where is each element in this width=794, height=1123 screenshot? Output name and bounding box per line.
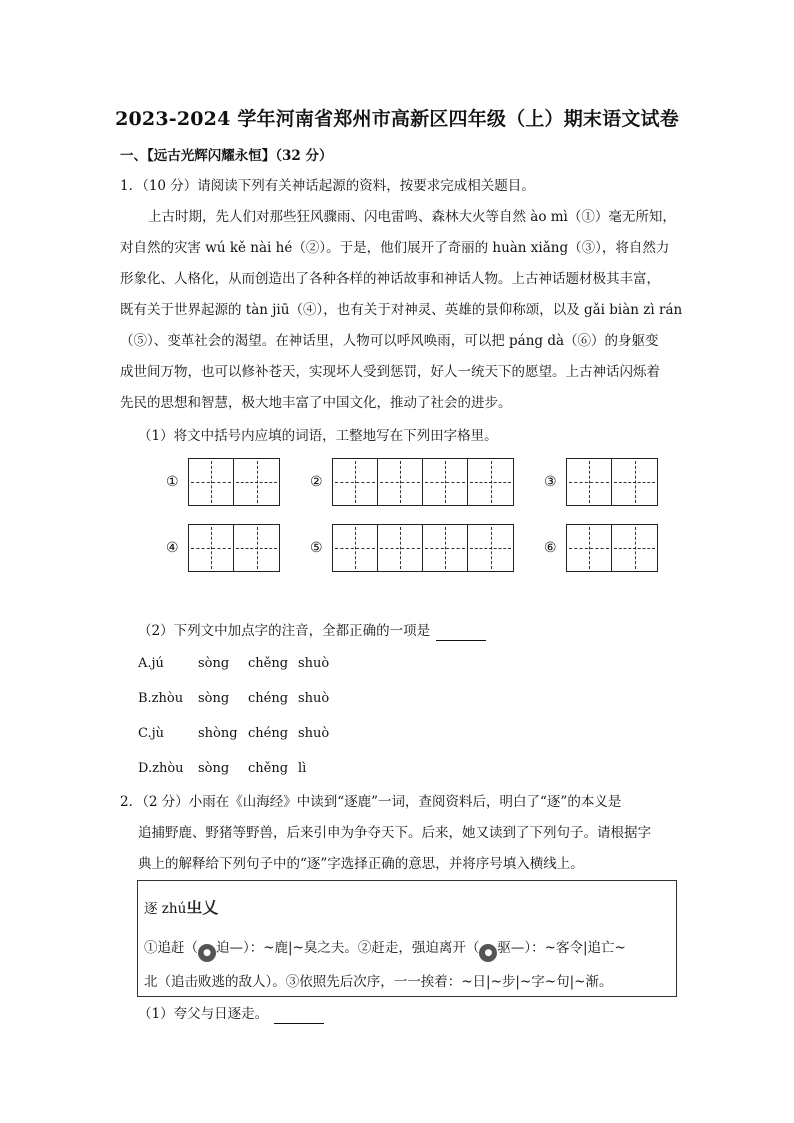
option-b[interactable] — [138, 691, 329, 706]
option-text: chěng — [248, 656, 289, 671]
dict-line-2: 北（追击败逃的敌人）。③依照先后次序，一一挨着：~日|~步|~字~句|~渐。 — [144, 974, 613, 990]
option-text: sòng — [198, 656, 230, 671]
answer-blank[interactable] — [274, 1010, 324, 1024]
tianzige-box[interactable] — [566, 458, 658, 506]
grid-answer-6 — [544, 524, 658, 572]
grid-label: ① — [166, 474, 179, 490]
grid-label: ② — [310, 474, 323, 490]
grid-answer-2 — [310, 458, 514, 506]
question-1-stem: 1．（10 分）请阅读下列有关神话起源的资料，按要求完成相关题目。 — [120, 178, 535, 194]
answer-blank[interactable] — [436, 627, 486, 641]
dict-def-1b: 迫—）：~鹿|~臭之夫。②赶走，强迫离开（ — [216, 940, 480, 956]
grid-answer-5 — [310, 524, 514, 572]
seal-script-glyph: 㞢乂 — [186, 898, 219, 917]
question-2-stem-1: 2．（2 分）小雨在《山海经》中读到“逐鹿”一词，查阅资料后，明白了“逐”的本义是 — [120, 794, 622, 810]
option-d[interactable] — [138, 761, 306, 776]
option-c[interactable] — [138, 726, 329, 741]
option-text: shuò — [298, 691, 330, 706]
classical-glyph-icon: ● — [198, 944, 216, 962]
option-text: shuò — [298, 726, 330, 741]
tianzige-box[interactable] — [332, 458, 514, 506]
option-text: lì — [298, 761, 307, 776]
dictionary-box — [137, 880, 677, 997]
tianzige-cell[interactable] — [189, 459, 234, 505]
passage-line-3: 形象化、人格化，从而创造出了各种各样的神话故事和神话人物。上古神话题材极其丰富， — [120, 271, 660, 287]
grid-label: ④ — [166, 540, 179, 556]
classical-glyph-icon: ● — [479, 944, 497, 962]
tianzige-cell[interactable] — [189, 525, 234, 571]
tianzige-cell[interactable] — [567, 525, 612, 571]
tianzige-cell[interactable] — [468, 459, 513, 505]
tianzige-cell[interactable] — [612, 525, 657, 571]
dict-def-1c: 驱—）：~客令|追亡~ — [497, 940, 626, 956]
passage-line-7: 先民的思想和智慧，极大地丰富了中国文化，推动了社会的进步。 — [120, 395, 512, 411]
tianzige-cell[interactable] — [423, 459, 468, 505]
tianzige-box[interactable] — [188, 524, 280, 572]
question-2-sub-1 — [138, 1004, 324, 1024]
tianzige-box[interactable] — [566, 524, 658, 572]
dict-def-1: ①追赶（ — [144, 940, 198, 956]
tianzige-cell[interactable] — [234, 459, 279, 505]
tianzige-cell[interactable] — [378, 525, 423, 571]
grid-label: ③ — [544, 474, 557, 490]
tianzige-cell[interactable] — [567, 459, 612, 505]
sub-2-text: （2）下列文中加点字的注音，全都正确的一项是 — [138, 623, 431, 639]
passage-line-5: （⑤）、变革社会的渴望。在神话里，人物可以呼风唤雨，可以把 páng dà（⑥）的身躯变 — [120, 333, 659, 349]
option-text: C.jù — [138, 726, 165, 741]
option-a[interactable] — [138, 656, 329, 671]
question-1-sub-1: （1）将文中括号内应填的词语，工整地写在下列田字格里。 — [138, 428, 498, 444]
tianzige-cell[interactable] — [234, 525, 279, 571]
grid-answer-1 — [166, 458, 280, 506]
passage-line-1: 上古时期，先人们对那些狂风骤雨、闪电雷鸣、森林大火等自然 ào mì（①）毫无所知， — [148, 209, 676, 225]
tianzige-cell[interactable] — [378, 459, 423, 505]
grid-answer-4 — [166, 524, 280, 572]
tianzige-cell[interactable] — [333, 525, 378, 571]
option-text: chěng — [248, 761, 289, 776]
dict-line-1 — [144, 936, 626, 962]
passage-line-4: 既有关于世界起源的 tàn jiū（④），也有关于对神灵、英雄的景仰称颂，以及 gǎi biàn zì rán — [120, 302, 683, 318]
option-text: chéng — [248, 726, 289, 741]
question-2-stem-3: 典上的解释给下列句子中的“逐”字选择正确的意思，并将序号填入横线上。 — [138, 856, 584, 872]
tianzige-cell[interactable] — [468, 525, 513, 571]
option-text: D.zhòu — [138, 761, 184, 776]
option-text: A.jú — [138, 656, 164, 671]
page-title: 2023-2024 学年河南省郑州市高新区四年级（上）期末语文试卷 — [115, 108, 679, 130]
tianzige-box[interactable] — [332, 524, 514, 572]
tianzige-box[interactable] — [188, 458, 280, 506]
grid-answer-3 — [544, 458, 658, 506]
passage-line-6: 成世间万物，也可以修补苍天，实现坏人受到惩罚，好人一统天下的愿望。上古神话闪烁着 — [120, 364, 660, 380]
sub-1-text: （1）夸父与日逐走。 — [138, 1006, 269, 1022]
question-2-stem-2: 追捕野鹿、野猪等野兽，后来引申为争夺天下。后来，她又读到了下列句子。请根据字 — [138, 825, 651, 841]
option-text: sòng — [198, 691, 230, 706]
tianzige-cell[interactable] — [333, 459, 378, 505]
section-heading: 一、【远古光辉闪耀永恒】（32 分） — [120, 148, 333, 164]
option-text: shòng — [198, 726, 238, 741]
question-1-sub-2 — [138, 621, 486, 641]
dict-head — [144, 895, 218, 918]
tianzige-cell[interactable] — [612, 459, 657, 505]
dict-headword: 逐 zhú — [144, 901, 187, 917]
option-text: chéng — [248, 691, 289, 706]
passage-line-2: 对自然的灾害 wú kě nài hé（②）。于是，他们展开了奇丽的 huàn xiǎng（③），将自然力 — [120, 240, 670, 256]
tianzige-cell[interactable] — [423, 525, 468, 571]
option-text: B.zhòu — [138, 691, 184, 706]
grid-label: ⑥ — [544, 540, 557, 556]
option-text: sòng — [198, 761, 230, 776]
option-text: shuò — [298, 656, 330, 671]
grid-label: ⑤ — [310, 540, 323, 556]
